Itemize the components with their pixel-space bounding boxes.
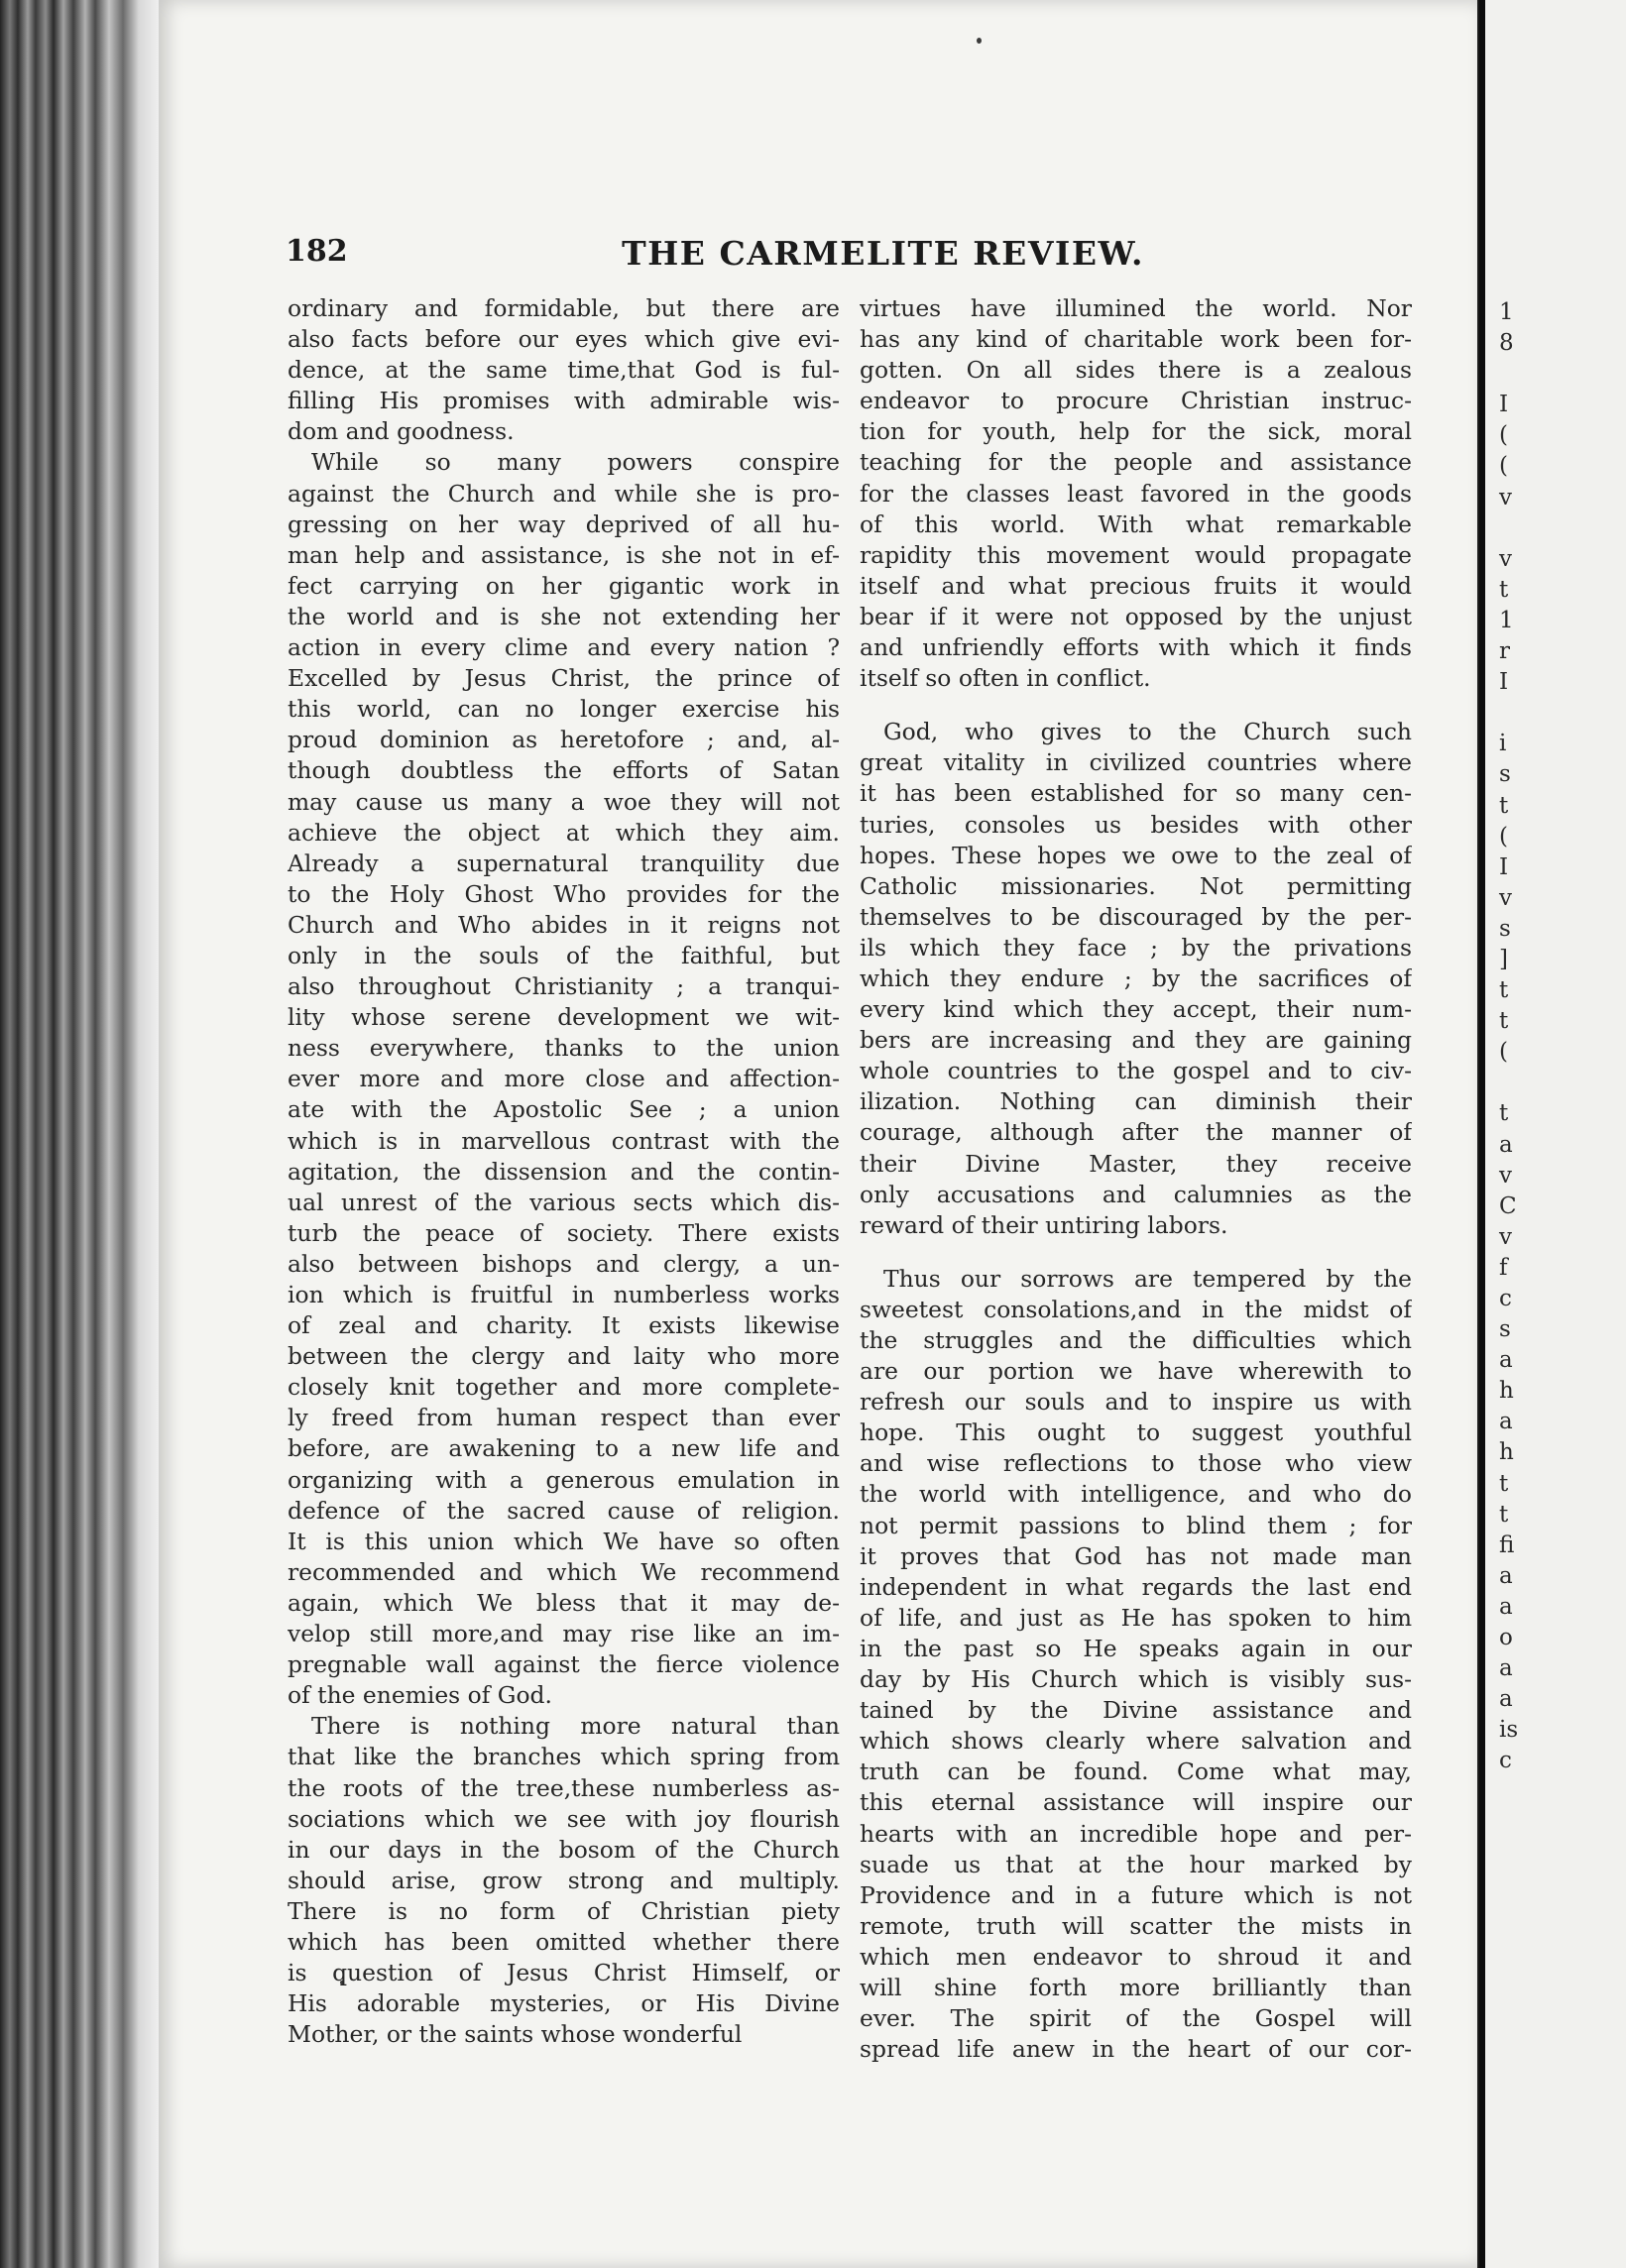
text-line: dence, at the same time,that God is ful- [288, 356, 840, 385]
facing-page-fragment: c [1499, 1286, 1512, 1311]
text-line: action in every clime and every nation ? [288, 633, 840, 662]
facing-page-fragment: I [1499, 392, 1509, 418]
facing-page-fragment: v [1499, 884, 1512, 911]
page [159, 0, 1477, 2268]
text-line: not permit passions to blind them ; for [860, 1511, 1412, 1539]
text-line: ion which is fruitful in numberless works [288, 1281, 840, 1308]
text-line: Already a supernatural tranquility due [288, 849, 840, 877]
text-line: While so many powers conspire [311, 448, 840, 477]
text-line: also between bishops and clergy, a un- [288, 1249, 840, 1278]
text-line: day by His Church which is visibly sus- [860, 1665, 1412, 1694]
text-line: Church and Who abides in it reigns not [288, 910, 840, 939]
paragraph-gap [860, 1241, 1412, 1264]
text-line: gotten. On all sides there is a zealous [860, 356, 1412, 385]
text-line: recommended and which We recommend [288, 1557, 840, 1586]
text-line: bers are increasing and they are gaining [860, 1026, 1412, 1055]
book-page-edges [0, 0, 159, 2268]
text-line: lity whose serene development we wit- [288, 1003, 840, 1032]
facing-page-fragment: t [1499, 576, 1509, 603]
facing-page-fragment: ] [1499, 946, 1508, 972]
facing-page-fragment: 1 [1499, 607, 1514, 633]
text-line: dom and goodness. [288, 417, 515, 446]
text-line: fect carrying on her gigantic work in [288, 571, 840, 600]
text-line: gressing on her way deprived of all hu- [288, 510, 840, 538]
text-line: Catholic missionaries. Not permitting [860, 871, 1412, 900]
text-line: though doubtless the efforts of Satan [288, 756, 840, 785]
facing-page-fragment: a [1499, 1562, 1513, 1589]
text-line: ate with the Apostolic See ; a union [288, 1095, 840, 1124]
text-line: which shows clearly where salvation and [860, 1727, 1412, 1756]
text-line: agitation, the dissension and the contin- [288, 1157, 840, 1186]
facing-page-fragment: c [1499, 1748, 1512, 1774]
text-line: this eternal assistance will inspire our [860, 1788, 1412, 1817]
text-line: whole countries to the gospel and to civ- [860, 1057, 1412, 1085]
text-line: for the classes least favored in the goods [860, 479, 1412, 508]
running-title: THE CARMELITE REVIEW. [622, 234, 1144, 273]
facing-page-fragment: t [1499, 1501, 1509, 1528]
text-line: itself so often in conflict. [860, 664, 1151, 693]
text-line: independent in what regards the last end [860, 1572, 1412, 1601]
text-line: only accusations and calumnies as the [860, 1180, 1412, 1208]
facing-page-fragment [1499, 1068, 1559, 1098]
print-speck [977, 38, 982, 44]
text-line: the roots of the tree,these numberless as- [288, 1773, 840, 1802]
text-line: which is in marvellous contrast with the [288, 1126, 840, 1155]
text-line: teaching for the people and assistance [860, 448, 1412, 477]
left-column [288, 293, 840, 2050]
facing-page-fragment: ( [1499, 823, 1508, 850]
text-line: spread life anew in the heart of our cor- [860, 2035, 1412, 2064]
facing-page-fragment [1499, 359, 1559, 390]
facing-page-fragment: s [1499, 1316, 1511, 1343]
text-line: sweetest consolations,and in the midst of [860, 1295, 1412, 1323]
text-line: endeavor to procure Christian instruc- [860, 387, 1412, 415]
facing-page-fragment: a [1499, 1347, 1513, 1374]
text-line: also facts before our eyes which give evi- [288, 325, 840, 354]
facing-page-fragment: a [1499, 1655, 1513, 1682]
text-line: has any kind of charitable work been for- [860, 325, 1412, 354]
facing-page-fragment: f [1499, 1254, 1508, 1281]
text-line: of zeal and charity. It exists likewise [288, 1311, 840, 1340]
text-line: turies, consoles us besides with other [860, 810, 1412, 839]
facing-page-fragment: t [1499, 1008, 1509, 1035]
facing-page-fragment: v [1499, 1162, 1512, 1189]
text-line: to the Holy Ghost Who provides for the [288, 879, 840, 908]
text-line: tion for youth, help for the sick, moral [860, 417, 1412, 446]
text-line: tained by the Divine assistance and [860, 1696, 1412, 1725]
text-line: their Divine Master, they receive [860, 1149, 1412, 1178]
text-line: of this world. With what remarkable [860, 510, 1412, 538]
facing-page-fragment: v [1499, 1223, 1512, 1250]
text-line: Mother, or the saints whose wonderful [288, 2020, 743, 2049]
facing-page-fragment: 1 [1499, 299, 1514, 325]
facing-page-fragment: h [1499, 1439, 1514, 1466]
text-line: ordinary and formidable, but there are [288, 294, 840, 322]
text-line: hearts with an incredible hope and per- [860, 1819, 1412, 1848]
text-line: may cause us many a woe they will not [288, 787, 840, 816]
text-line: the world with intelligence, and who do [860, 1480, 1412, 1509]
text-line: proud dominion as heretofore ; and, al- [288, 726, 840, 754]
facing-page-fragment: t [1499, 1470, 1509, 1497]
facing-page-fragment [1499, 698, 1559, 729]
text-line: Thus our sorrows are tempered by the [883, 1264, 1412, 1293]
facing-page-fragment: s [1499, 761, 1511, 788]
facing-page-fragment: a [1499, 1131, 1513, 1158]
facing-page-fragment: ( [1499, 422, 1508, 449]
text-line: hopes. These hopes we owe to the zeal of [860, 841, 1412, 869]
text-line: achieve the object at which they aim. [288, 818, 840, 847]
running-header [286, 234, 1441, 278]
facing-page-fragment: I [1499, 853, 1509, 880]
facing-page-fragment: a [1499, 1686, 1513, 1713]
text-line: reward of their untiring labors. [860, 1210, 1228, 1239]
text-line: refresh our souls and to inspire us with [860, 1388, 1412, 1417]
facing-page-fragment: ( [1499, 1039, 1508, 1066]
text-line: ness everywhere, thanks to the union [288, 1034, 840, 1063]
text-line: and wise reflections to those who view [860, 1449, 1412, 1478]
text-line: which men endeavor to shroud it and [860, 1942, 1412, 1971]
text-line: before, are awakening to a new life and [288, 1434, 840, 1463]
text-line: ever more and more close and affection- [288, 1065, 840, 1093]
text-line: ever. The spirit of the Gospel will [860, 2004, 1412, 2033]
text-line: ual unrest of the various sects which dis- [288, 1188, 840, 1216]
text-line: which has been omitted whether there [288, 1927, 840, 1956]
text-line: ilization. Nothing can diminish their [860, 1087, 1412, 1116]
facing-page-fragment: s [1499, 915, 1511, 942]
page-number: 182 [286, 234, 348, 269]
facing-page-fragment: a [1499, 1409, 1513, 1435]
text-line: remote, truth will scatter the mists in [860, 1911, 1412, 1940]
facing-page-fragment: h [1499, 1378, 1514, 1405]
text-line: which they endure ; by the sacrifices of [860, 964, 1412, 992]
facing-page-fragment: t [1499, 792, 1509, 819]
text-line: the struggles and the difficulties which [860, 1326, 1412, 1354]
text-line: only in the souls of the faithful, but [288, 941, 840, 969]
text-line: the world and is she not extending her [288, 602, 840, 630]
text-line: will shine forth more brilliantly than [860, 1973, 1412, 2001]
text-line: truth can be found. Come what may, [860, 1758, 1412, 1786]
text-line: organizing with a generous emulation in [288, 1465, 840, 1494]
facing-page-fragment: v [1499, 545, 1512, 572]
text-line: velop still more,and may rise like an im- [288, 1620, 840, 1648]
text-line: and unfriendly efforts with which it finds [860, 633, 1412, 662]
text-line: Providence and in a future which is not [860, 1880, 1412, 1909]
facing-page-fragment: is [1499, 1717, 1519, 1744]
text-line: man help and assistance, is she not in ef- [288, 540, 840, 569]
right-column [860, 293, 1412, 2065]
text-line: pregnable wall against the fierce violence [288, 1650, 840, 1679]
text-line: it has been established for so many cen- [860, 779, 1412, 808]
text-line: are our portion we have wherewith to [860, 1357, 1412, 1386]
text-line: themselves to be discouraged by the per- [860, 902, 1412, 931]
facing-page-fragment: t [1499, 977, 1509, 1004]
text-line: in our days in the bosom of the Church [288, 1835, 840, 1864]
text-line: hope. This ought to suggest youthful [860, 1418, 1412, 1447]
text-line: great vitality in civilized countries where [860, 748, 1412, 777]
text-line: courage, although after the manner of [860, 1118, 1412, 1147]
text-line: There is nothing more natural than [311, 1712, 840, 1741]
text-line: of life, and just as He has spoken to him [860, 1603, 1412, 1632]
facing-page-fragment: ( [1499, 453, 1508, 480]
text-line: Excelled by Jesus Christ, the prince of [288, 664, 840, 693]
paragraph-gap [860, 694, 1412, 717]
text-line: defence of the sacred cause of religion. [288, 1496, 840, 1525]
text-line: filling His promises with admirable wis- [288, 387, 840, 415]
text-line: in the past so He speaks again in our [860, 1634, 1412, 1662]
text-line: God, who gives to the Church such [883, 718, 1412, 746]
text-line: again, which We bless that it may de- [288, 1588, 840, 1617]
text-line: it proves that God has not made man [860, 1541, 1412, 1570]
text-line: also throughout Christianity ; a tranqui- [288, 972, 840, 1001]
text-line: is question of Jesus Christ Himself, or [288, 1959, 840, 1987]
facing-page-fragment: t [1499, 1100, 1509, 1127]
text-line: should arise, grow strong and multiply. [288, 1866, 840, 1894]
text-line: turb the peace of society. There exists [288, 1218, 840, 1247]
facing-page-fragment: I [1499, 669, 1509, 696]
facing-page-fragment: o [1499, 1625, 1513, 1651]
facing-page-fragment: v [1499, 484, 1512, 510]
text-line: closely knit together and more complete- [288, 1373, 840, 1402]
text-line: every kind which they accept, their num- [860, 995, 1412, 1024]
facing-page-text-fragments [1499, 297, 1559, 1777]
text-line: that like the branches which spring from [288, 1743, 840, 1771]
facing-page-fragment: i [1499, 731, 1507, 757]
facing-page-fragment: fi [1499, 1531, 1515, 1558]
text-line: It is this union which We have so often [288, 1527, 840, 1555]
text-line: suade us that at the hour marked by [860, 1850, 1412, 1878]
text-line: between the clergy and laity who more [288, 1342, 840, 1371]
text-line: bear if it were not opposed by the unjust [860, 602, 1412, 630]
text-line: itself and what precious fruits it would [860, 571, 1412, 600]
facing-page-fragment: a [1499, 1593, 1513, 1620]
facing-page-fragment: r [1499, 638, 1510, 665]
facing-page-edge [1479, 0, 1626, 2268]
facing-page-fragment [1499, 513, 1559, 544]
text-line: ly freed from human respect than ever [288, 1404, 840, 1432]
text-line: rapidity this movement would propagate [860, 540, 1412, 569]
text-line: His adorable mysteries, or His Divine [288, 1989, 840, 2018]
facing-page-fragment: 8 [1499, 330, 1514, 357]
facing-page-fragment: C [1499, 1192, 1517, 1219]
text-line: virtues have illumined the world. Nor [860, 294, 1412, 322]
text-line: There is no form of Christian piety [288, 1896, 840, 1925]
text-line: of the enemies of God. [288, 1681, 552, 1710]
text-line: against the Church and while she is pro- [288, 479, 840, 508]
text-line: sociations which we see with joy flourish [288, 1804, 840, 1833]
text-line: this world, can no longer exercise his [288, 695, 840, 724]
text-line: ils which they face ; by the privations [860, 933, 1412, 962]
